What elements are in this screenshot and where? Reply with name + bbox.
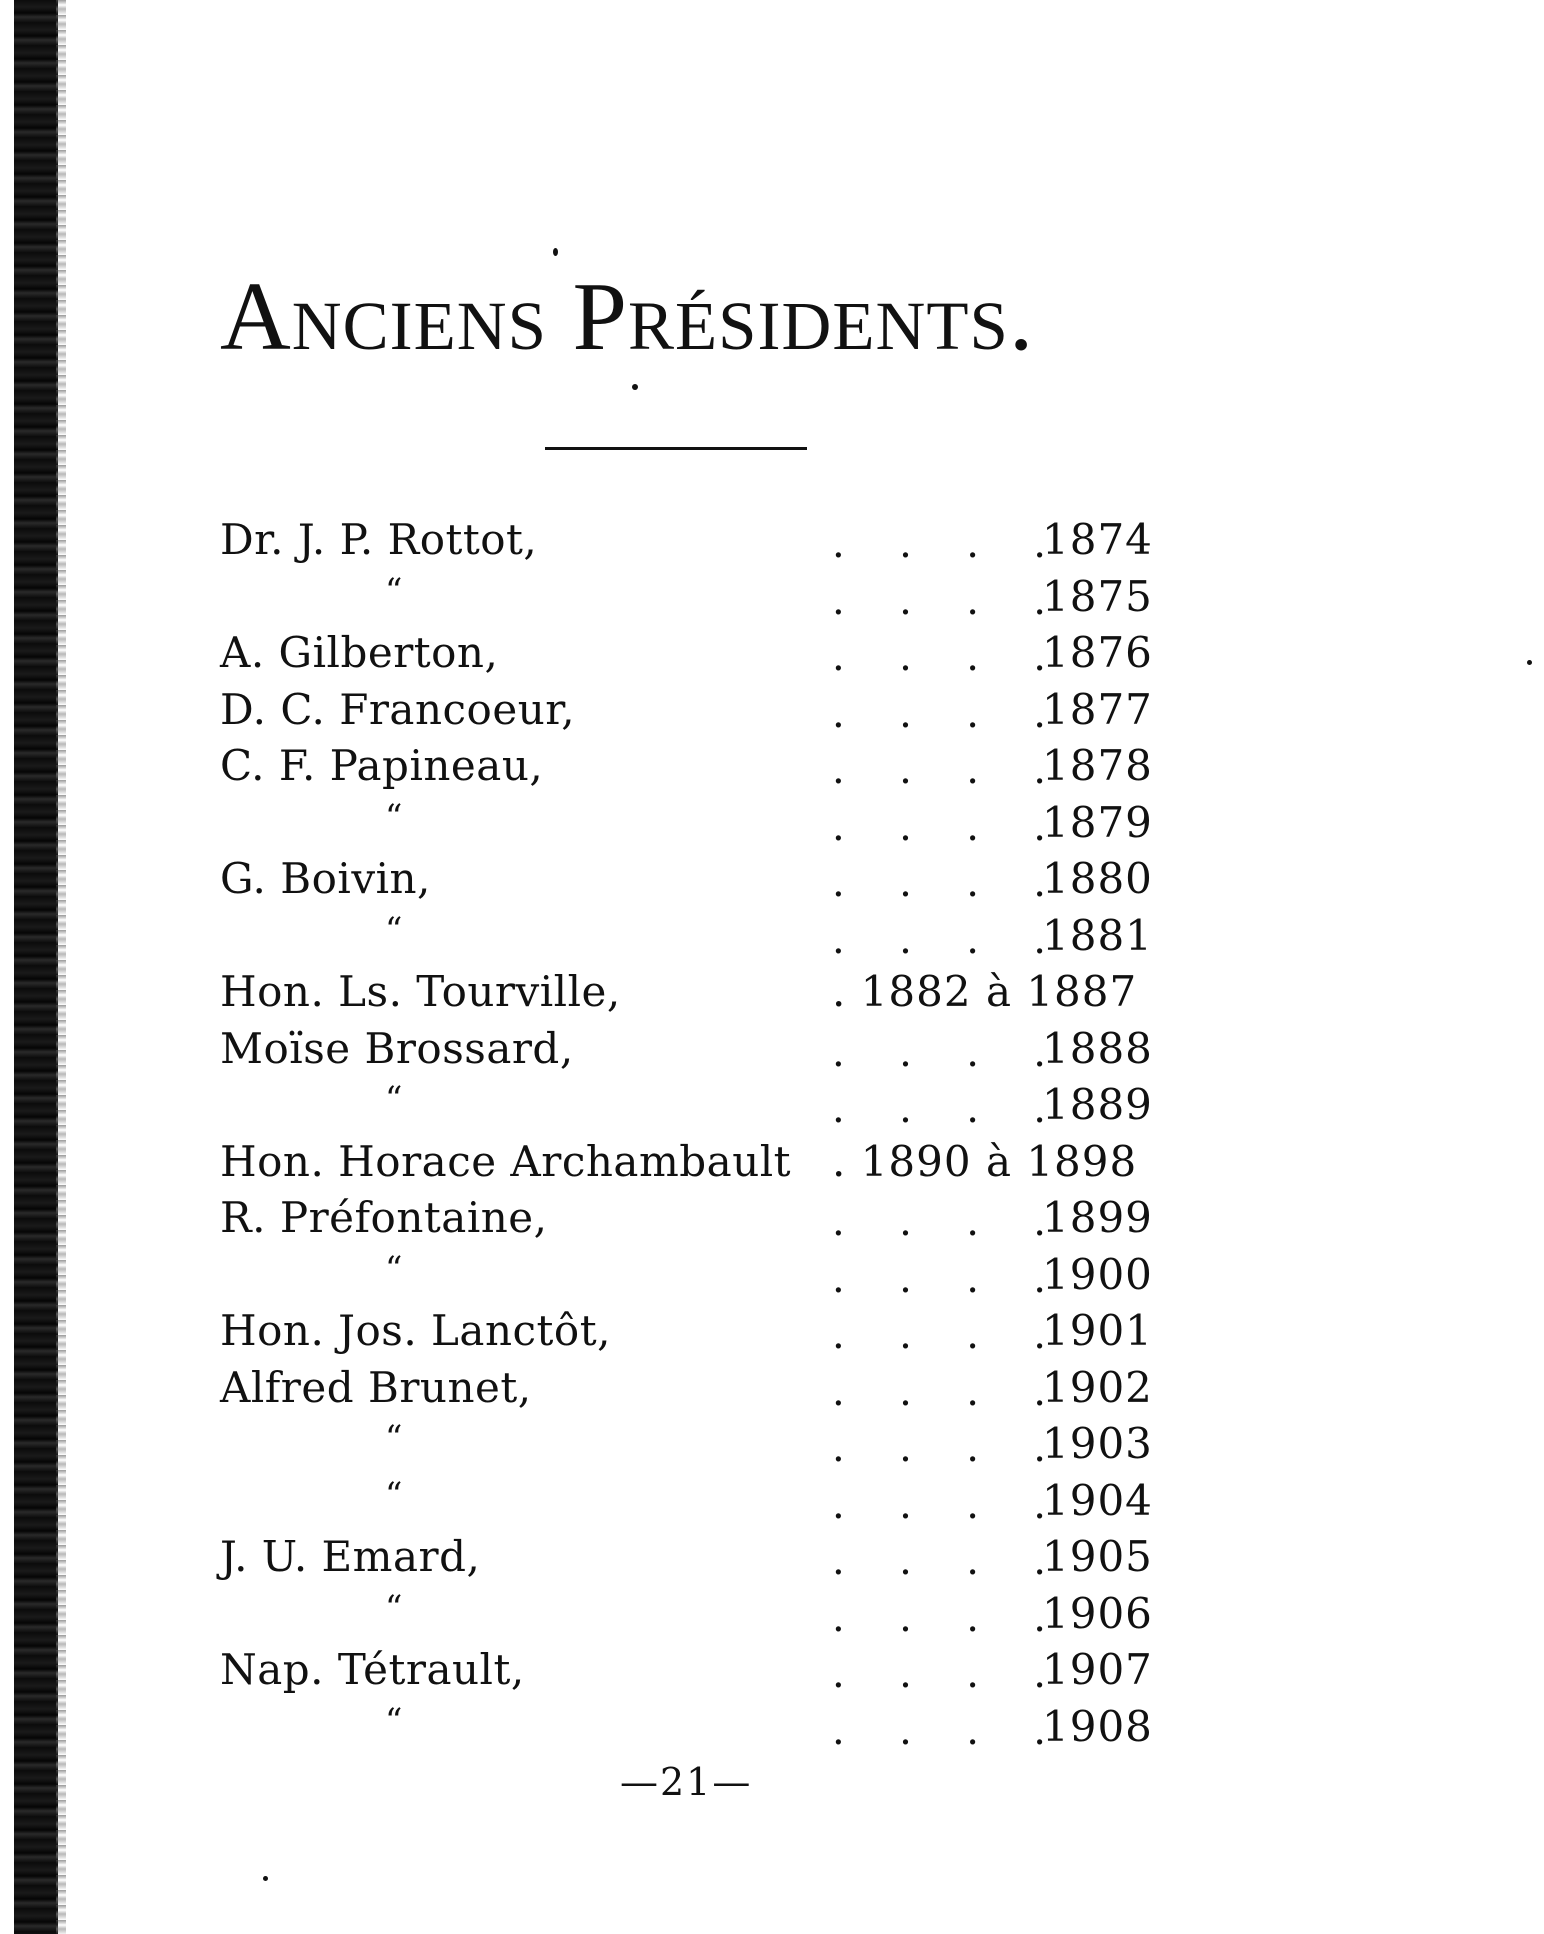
dot-leader xyxy=(832,686,1046,742)
leader-dot: . xyxy=(832,1651,845,1697)
leader-dot: . xyxy=(966,1255,979,1302)
leader-dot: . xyxy=(832,1312,845,1358)
dot-leader xyxy=(832,1364,1046,1420)
list-item xyxy=(220,795,1220,852)
leader-dot: . xyxy=(832,521,845,567)
dot-leader xyxy=(832,1081,1046,1137)
leader-dot: . xyxy=(966,1707,979,1754)
ditto-mark: “ xyxy=(385,1474,403,1515)
ditto-mark: “ xyxy=(385,1587,403,1628)
president-name: A. Gilberton, xyxy=(220,628,499,677)
leader-dot: . xyxy=(899,1481,912,1528)
leader-dot: . xyxy=(832,1255,845,1302)
leader-dot: . xyxy=(832,1594,845,1641)
leader-dot: . xyxy=(966,1368,979,1415)
leader-dot: . xyxy=(899,803,912,850)
year: 1903 xyxy=(1042,1419,1153,1468)
binding-edge xyxy=(14,0,58,1934)
leader-dot: . xyxy=(832,1199,845,1245)
year-range: . 1882 à 1887 xyxy=(832,967,1138,1016)
leader-dot: . xyxy=(966,577,979,624)
year: 1899 xyxy=(1042,1193,1153,1242)
list-item xyxy=(220,625,1220,682)
year: 1881 xyxy=(1042,910,1153,960)
year: 1874 xyxy=(1042,515,1153,564)
dot-leader xyxy=(832,1477,1046,1533)
year-range: . 1890 à 1898 xyxy=(832,1136,1138,1186)
president-name: Hon. Jos. Lanctôt, xyxy=(220,1306,611,1355)
leader-dot: . xyxy=(1033,1029,1046,1076)
dot-leader xyxy=(832,516,1046,572)
leader-dot: . xyxy=(832,1538,845,1584)
leader-dot: . xyxy=(966,1029,979,1076)
scan-speck xyxy=(632,384,638,390)
dot-leader xyxy=(832,1590,1046,1646)
scan-speck xyxy=(1527,660,1532,665)
page-title xyxy=(220,263,1035,371)
president-name: D. C. Francoeur, xyxy=(220,684,576,734)
president-name: Moïse Brossard, xyxy=(220,1023,574,1073)
leader-dot: . xyxy=(899,1594,912,1641)
dot-leader xyxy=(832,1194,1046,1250)
leader-dot: . xyxy=(1033,1312,1046,1358)
leader-dot: . xyxy=(899,1368,912,1415)
dot-leader xyxy=(832,1251,1046,1307)
year: 1876 xyxy=(1042,628,1153,677)
leader-dot: . xyxy=(899,1086,912,1132)
leader-dot: . xyxy=(832,1029,845,1076)
year: 1906 xyxy=(1042,1588,1153,1638)
dot-leader xyxy=(832,1703,1046,1759)
page-number: —21— xyxy=(620,1760,753,1804)
leader-dot: . xyxy=(966,1312,979,1358)
ditto-mark: “ xyxy=(385,796,403,837)
leader-dot: . xyxy=(1033,1086,1046,1132)
leader-dot: . xyxy=(899,1651,912,1697)
list-item xyxy=(220,1586,1220,1643)
scan-speck xyxy=(263,1876,268,1881)
president-name: Nap. Tétrault, xyxy=(220,1645,525,1694)
leader-dot: . xyxy=(966,634,979,680)
leader-dot: . xyxy=(832,747,845,793)
leader-dot: . xyxy=(966,690,979,737)
leader-dot: . xyxy=(832,577,845,624)
title-word-b: résidents xyxy=(627,263,1009,371)
leader-dot: . xyxy=(1033,916,1046,963)
leader-dot: . xyxy=(966,1086,979,1132)
ditto-mark: “ xyxy=(385,1248,403,1289)
presidents-list xyxy=(220,512,1220,1755)
leader-dot: . xyxy=(899,747,912,793)
scan-speck xyxy=(553,248,558,256)
leader-dot: . xyxy=(899,1707,912,1754)
leader-dot: . xyxy=(966,1425,979,1471)
list-item xyxy=(220,1473,1220,1530)
leader-dot: . xyxy=(832,1368,845,1415)
year: 1877 xyxy=(1042,684,1153,734)
leader-dot: . xyxy=(1033,521,1046,567)
title-word-a: nciens xyxy=(291,263,547,371)
list-item xyxy=(220,851,1220,908)
leader-dot: . xyxy=(899,1425,912,1471)
leader-dot: . xyxy=(899,521,912,567)
year: 1879 xyxy=(1042,797,1153,847)
leader-dot: . xyxy=(1033,634,1046,680)
list-item xyxy=(220,1529,1220,1586)
year: 1889 xyxy=(1042,1080,1153,1129)
leader-dot: . xyxy=(899,577,912,624)
leader-dot: . xyxy=(1033,1651,1046,1697)
leader-dot: . xyxy=(966,860,979,906)
list-item xyxy=(220,512,1220,569)
list-item xyxy=(220,569,1220,626)
leader-dot: . xyxy=(899,1199,912,1245)
leader-dot: . xyxy=(966,1481,979,1528)
title-initial-a: A xyxy=(220,263,292,371)
president-name: J. U. Emard, xyxy=(220,1532,481,1581)
dot-leader xyxy=(832,912,1046,968)
year: 1902 xyxy=(1042,1362,1153,1412)
president-name: G. Boivin, xyxy=(220,854,431,903)
year: 1878 xyxy=(1042,741,1153,790)
leader-dot: . xyxy=(966,747,979,793)
dot-leader xyxy=(832,573,1046,629)
dot-leader xyxy=(832,629,1046,685)
year: 1880 xyxy=(1042,854,1153,903)
leader-dot: . xyxy=(966,1538,979,1584)
list-item xyxy=(220,1416,1220,1473)
leader-dot: . xyxy=(899,1538,912,1584)
list-item xyxy=(220,738,1220,795)
year: 1875 xyxy=(1042,571,1153,621)
dot-leader xyxy=(832,1646,1046,1702)
year: 1908 xyxy=(1042,1701,1153,1751)
dot-leader xyxy=(832,1420,1046,1476)
leader-dot: . xyxy=(899,1312,912,1358)
year: 1904 xyxy=(1042,1475,1153,1525)
ditto-mark: “ xyxy=(385,1079,403,1119)
leader-dot: . xyxy=(832,634,845,680)
president-name: C. F. Papineau, xyxy=(220,741,544,790)
year: 1907 xyxy=(1042,1645,1153,1694)
list-item xyxy=(220,964,1220,1021)
dot-leader xyxy=(832,855,1046,911)
year: 1900 xyxy=(1042,1249,1153,1299)
leader-dot: . xyxy=(966,1651,979,1697)
list-item xyxy=(220,1303,1220,1360)
leader-dot: . xyxy=(1033,577,1046,624)
list-item xyxy=(220,1699,1220,1756)
leader-dot: . xyxy=(966,916,979,963)
leader-dot: . xyxy=(899,860,912,906)
leader-dot: . xyxy=(1033,803,1046,850)
leader-dot: . xyxy=(966,803,979,850)
dot-leader xyxy=(832,1307,1046,1363)
leader-dot: . xyxy=(832,860,845,906)
list-item xyxy=(220,1642,1220,1699)
leader-dot: . xyxy=(832,1425,845,1471)
dot-leader xyxy=(832,1025,1046,1081)
year: 1901 xyxy=(1042,1306,1153,1355)
leader-dot: . xyxy=(1033,747,1046,793)
leader-dot: . xyxy=(832,916,845,963)
dot-leader xyxy=(832,799,1046,855)
leader-dot: . xyxy=(832,1086,845,1132)
leader-dot: . xyxy=(832,1707,845,1754)
leader-dot: . xyxy=(832,690,845,737)
leader-dot: . xyxy=(1033,690,1046,737)
year: 1888 xyxy=(1042,1023,1153,1073)
ditto-mark: “ xyxy=(385,1700,403,1741)
president-name: R. Préfontaine, xyxy=(220,1193,548,1242)
list-item xyxy=(220,1360,1220,1417)
leader-dot: . xyxy=(899,1255,912,1302)
leader-dot: . xyxy=(1033,1255,1046,1302)
leader-dot: . xyxy=(899,1029,912,1076)
leader-dot: . xyxy=(966,521,979,567)
ditto-mark: “ xyxy=(385,570,403,611)
dot-leader xyxy=(832,1533,1046,1589)
leader-dot: . xyxy=(1033,1707,1046,1754)
president-name: Hon. Horace Archambault xyxy=(220,1136,792,1186)
dot-leader xyxy=(832,742,1046,798)
leader-dot: . xyxy=(832,1481,845,1528)
title-rule xyxy=(545,447,807,450)
list-item xyxy=(220,682,1220,739)
list-item xyxy=(220,1247,1220,1304)
year: 1905 xyxy=(1042,1532,1153,1581)
list-item xyxy=(220,1077,1220,1134)
title-period: . xyxy=(1008,263,1035,371)
ditto-mark: “ xyxy=(385,1418,403,1458)
leader-dot: . xyxy=(966,1594,979,1641)
leader-dot: . xyxy=(1033,1538,1046,1584)
leader-dot: . xyxy=(1033,1199,1046,1245)
leader-dot: . xyxy=(1033,1425,1046,1471)
president-name: Dr. J. P. Rottot, xyxy=(220,515,538,564)
leader-dot: . xyxy=(899,916,912,963)
list-item xyxy=(220,908,1220,965)
leader-dot: . xyxy=(1033,1481,1046,1528)
list-item xyxy=(220,1134,1220,1191)
leader-dot: . xyxy=(966,1199,979,1245)
leader-dot: . xyxy=(1033,1368,1046,1415)
ditto-mark: “ xyxy=(385,909,403,950)
leader-dot: . xyxy=(899,634,912,680)
leader-dot: . xyxy=(1033,1594,1046,1641)
leader-dot: . xyxy=(899,690,912,737)
leader-dot: . xyxy=(1033,860,1046,906)
president-name: Alfred Brunet, xyxy=(220,1362,532,1412)
leader-dot: . xyxy=(832,803,845,850)
title-initial-b: P xyxy=(572,263,628,371)
list-item xyxy=(220,1021,1220,1078)
list-item xyxy=(220,1190,1220,1247)
president-name: Hon. Ls. Tourville, xyxy=(220,967,621,1016)
